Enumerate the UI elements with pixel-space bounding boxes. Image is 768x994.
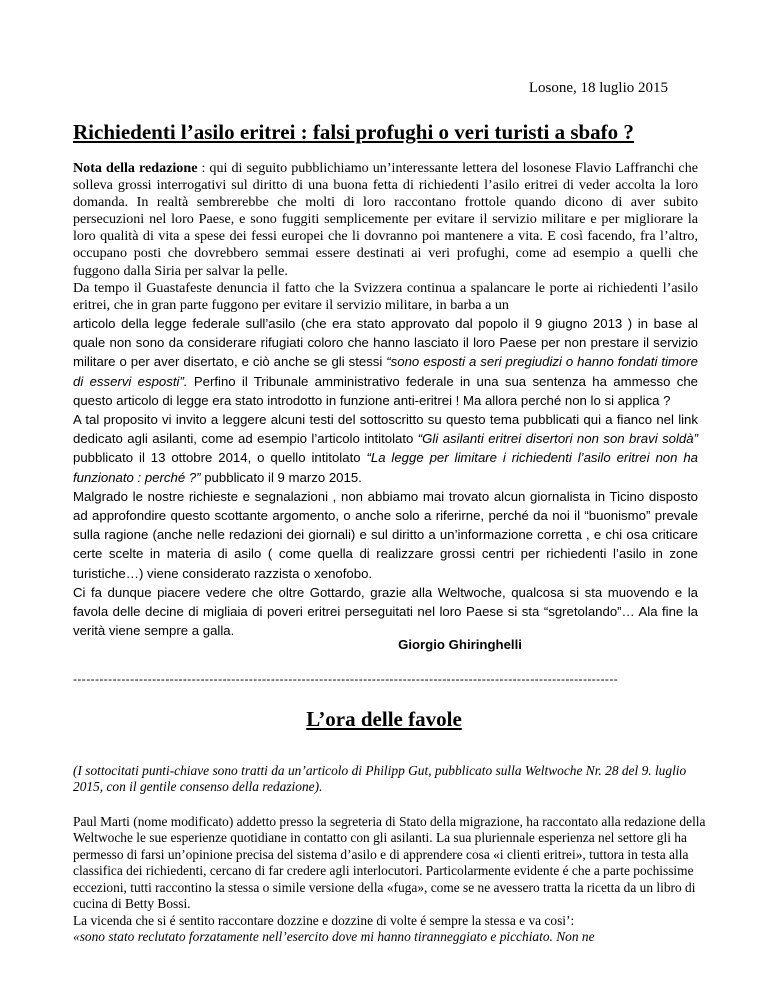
paragraph-1-text-end: Perfino il Tribunale amministrativo federale in una sua sentenza ha ammesso che questo articolo di legge era stato introdotto in funzione anti-eritrei ! Ma allora perché non lo si applica ? <box>73 373 699 408</box>
section-divider: ---------------------------------------------------------------------------------------------------------------------------- <box>73 672 619 686</box>
section-title-text: L’ora delle favole <box>306 707 462 731</box>
section-paragraph-2 <box>73 913 713 946</box>
section-title <box>0 707 768 732</box>
paragraph-2-text: A tal proposito vi invito a leggere alcuni testi del sottoscritto su questo tema pubblicati qui a fianco nel link dedicato agli asilanti, come ad esempio l’articolo intitolato <box>73 412 698 447</box>
quoted-testimony: «sono stato reclutato forzatamente nell’esercito dove mi hanno tiranneggiato e picchiato. Non ne <box>73 929 595 945</box>
section-paragraph-2-text: La vicenda che si é sentito raccontare dozzine e dozzine di volte é sempre la stessa e va cosi’: <box>73 913 575 928</box>
paragraph-1-text: articolo della legge federale sull’asilo (che era stato approvato dal popolo il 9 giugno 2013 ) in base al quale non sono da considerare rifugiati coloro che hanno lasciato il loro Paese per non prestare il servizio militare o per aver disertato, e ciò anche se gli stessi <box>73 316 698 370</box>
editorial-note-label: Nota della redazione <box>73 160 198 176</box>
paragraph-1-quote: “sono esposti a seri pregiudizi o hanno fondati timore di esservi esposti”. <box>73 354 698 389</box>
article-title: Richiedenti l’asilo eritrei : falsi profughi o veri turisti a sbafo ? <box>73 120 634 144</box>
paragraph-1 <box>73 314 698 410</box>
paragraph-4: Ci fa dunque piacere vedere che oltre Gottardo, grazie alla Weltwoche, qualcosa si sta muovendo e la favola delle decine di migliaia di poveri eritrei perseguitati nel loro Paese si sta “sgretolando”… Ala fine la verità viene sempre a galla. <box>73 584 698 639</box>
paragraph-2-text-mid: pubblicato il 13 ottobre 2014, o quello intitolato <box>73 450 367 466</box>
paragraph-intro: Da tempo il Guastafeste denuncia il fatto che la Svizzera continua a spalancare le porte ai richiedenti l’asilo eritrei, che in gran parte fuggono per evitare il servizio militare, in barba a un <box>73 279 698 313</box>
section-paragraph-1: Paul Marti (nome modificato) addetto presso la segreteria di Stato della migrazione, ha raccontato alla redazione della Weltwoche le sue esperienze quotidiane in contatto con gli asilanti. La sua pluriennale esperienza nel settore gli ha permesso di farsi un’opinione precisa del sistema d’asilo e di apprendere cosa «i clienti eritrei», tuttora in testa alla classifica dei richiedenti, cercano di far credere agli interlocutori. Particolarmente evidente é che a parte pochissime eccezioni, tutti raccontino la stessa o simile versione della «fuga», come se ne avessero tratta la ricetta da un libro di cucina di Betty Bossi. <box>73 814 706 912</box>
paragraph-3: Malgrado le nostre richieste e segnalazioni , non abbiamo mai trovato alcun giornalista in Ticino disposto ad approfondire questo scottante argomento, o anche solo a riferirne, perché da noi il “buonismo” prevale sulla ragione (anche nelle redazioni dei giornali) e sul diritto a un’informazione corretta , e chi osa criticare certe scelte in materia di asilo ( come quella di realizzare grossi centri per richiedenti l’asilo in zone turistiche…) viene considerato razzista o xenofobo. <box>73 488 698 581</box>
signature: Giorgio Ghiringhelli <box>398 637 522 652</box>
document-date: Losone, 18 luglio 2015 <box>528 80 668 96</box>
editorial-note-text: : qui di seguito pubblichiamo un’interessante lettera del losonese Flavio Laffranchi che solleva grossi interrogativi sul diritto di una buona fetta di richiedenti l’asilo eritrei di veder accolta la loro domanda. In realtà sembrerebbe che molti di loro raccontano frottole quando dicono di aver subito persecuzioni nel loro Paese, e sono fuggiti semplicemente per evitare il servizio militare e per migliorare la loro qualità di vita a spese dei fessi europei che li dovranno poi mantenere a vita. E così facendo, fra l’altro, occupano posti che dovrebbero semmai essere destinati ai veri profughi, come ad esempio a quelli che fuggono dalla Siria per salvar la pelle. <box>73 160 698 279</box>
source-note: (I sottocitati punti-chiave sono tratti da un’articolo di Philipp Gut, pubblicato sulla Weltwoche Nr. 28 del 9. luglio 2015, con il gentile consenso della redazione). <box>73 763 687 795</box>
editorial-note <box>73 160 698 314</box>
article-reference-1: “Gli asilanti eritrei disertori non son bravi soldà” <box>417 431 698 447</box>
article-reference-2: “La legge per limitare i richiedenti l’asilo eritrei non ha funzionato : perché ?” <box>73 450 699 485</box>
paragraph-2-text-end: pubblicato il 9 marzo 2015. <box>200 469 362 485</box>
article-body <box>73 314 698 640</box>
paragraph-2 <box>73 410 698 487</box>
